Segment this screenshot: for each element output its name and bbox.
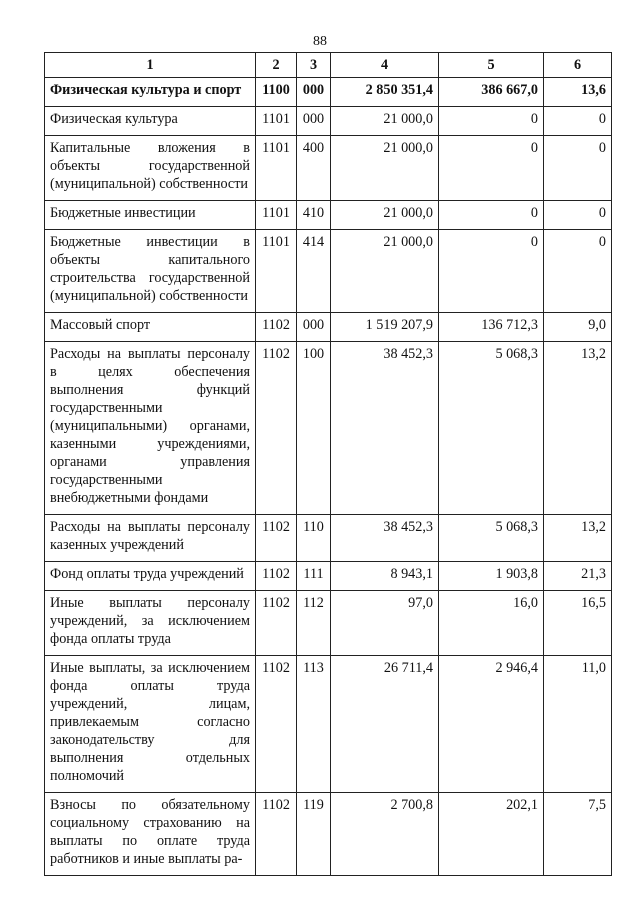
row-name: Бюджетные инвестиции в объекты капитального строительства государственной (муниципальной) собственности [45,230,256,313]
row-fact-value: 5 068,3 [439,515,544,562]
row-section-code: 1102 [256,515,297,562]
row-type-code: 410 [297,201,331,230]
row-section-code: 1101 [256,230,297,313]
table-header-row [45,53,612,78]
row-plan-value: 21 000,0 [331,230,439,313]
row-fact-value: 0 [439,107,544,136]
row-fact-value: 0 [439,230,544,313]
table-row [45,793,612,876]
row-plan-value: 38 452,3 [331,515,439,562]
row-plan-value: 21 000,0 [331,201,439,230]
row-percent-value: 0 [544,201,612,230]
row-section-code: 1101 [256,201,297,230]
row-plan-value: 2 700,8 [331,793,439,876]
row-fact-value: 386 667,0 [439,78,544,107]
row-percent-value: 11,0 [544,656,612,793]
row-name: Иные выплаты персоналу учреждений, за исключением фонда оплаты труда [45,591,256,656]
table-row [45,656,612,793]
row-name: Физическая культура и спорт [45,78,256,107]
row-plan-value: 21 000,0 [331,107,439,136]
row-name: Иные выплаты, за исключением фонда оплаты труда учреждений, лицам, привлекаемым согласно законодательству для выполнения отдельных полномочий [45,656,256,793]
row-name: Расходы на выплаты персоналу казенных учреждений [45,515,256,562]
column-header-4: 4 [331,53,439,78]
row-percent-value: 0 [544,107,612,136]
row-section-code: 1101 [256,107,297,136]
table-row [45,342,612,515]
column-header-3: 3 [297,53,331,78]
row-type-code: 110 [297,515,331,562]
table-row [45,562,612,591]
column-header-2: 2 [256,53,297,78]
row-type-code: 414 [297,230,331,313]
row-plan-value: 2 850 351,4 [331,78,439,107]
row-name: Взносы по обязательному социальному страхованию на выплаты по оплате труда работников и иные выплаты ра- [45,793,256,876]
row-section-code: 1102 [256,591,297,656]
table-row [45,591,612,656]
row-section-code: 1102 [256,342,297,515]
row-name: Расходы на выплаты персоналу в целях обеспечения выполнения функций государственными (муниципальными) органами, казенными учреждениями, органами управления государственными внебюджетными фондами [45,342,256,515]
table-row [45,515,612,562]
row-type-code: 000 [297,78,331,107]
row-percent-value: 13,6 [544,78,612,107]
row-fact-value: 0 [439,136,544,201]
budget-table [44,52,612,876]
row-percent-value: 7,5 [544,793,612,876]
row-plan-value: 38 452,3 [331,342,439,515]
page-number: 88 [313,34,327,49]
row-percent-value: 16,5 [544,591,612,656]
row-plan-value: 8 943,1 [331,562,439,591]
row-type-code: 000 [297,313,331,342]
row-percent-value: 9,0 [544,313,612,342]
row-type-code: 113 [297,656,331,793]
column-header-1: 1 [45,53,256,78]
table-row [45,201,612,230]
table-row [45,78,612,107]
row-section-code: 1102 [256,562,297,591]
row-type-code: 112 [297,591,331,656]
row-fact-value: 16,0 [439,591,544,656]
row-fact-value: 2 946,4 [439,656,544,793]
row-percent-value: 0 [544,136,612,201]
row-type-code: 119 [297,793,331,876]
table-row [45,107,612,136]
row-type-code: 111 [297,562,331,591]
row-section-code: 1102 [256,656,297,793]
column-header-5: 5 [439,53,544,78]
row-fact-value: 202,1 [439,793,544,876]
row-section-code: 1102 [256,313,297,342]
row-name: Бюджетные инвестиции [45,201,256,230]
row-plan-value: 97,0 [331,591,439,656]
row-section-code: 1100 [256,78,297,107]
row-percent-value: 21,3 [544,562,612,591]
row-percent-value: 0 [544,230,612,313]
row-percent-value: 13,2 [544,342,612,515]
row-section-code: 1101 [256,136,297,201]
row-fact-value: 136 712,3 [439,313,544,342]
row-name: Массовый спорт [45,313,256,342]
table-row [45,136,612,201]
row-type-code: 100 [297,342,331,515]
row-plan-value: 21 000,0 [331,136,439,201]
row-fact-value: 1 903,8 [439,562,544,591]
row-name: Капитальные вложения в объекты государственной (муниципальной) собственности [45,136,256,201]
row-fact-value: 0 [439,201,544,230]
row-plan-value: 1 519 207,9 [331,313,439,342]
row-percent-value: 13,2 [544,515,612,562]
row-fact-value: 5 068,3 [439,342,544,515]
row-type-code: 400 [297,136,331,201]
row-plan-value: 26 711,4 [331,656,439,793]
table-row [45,313,612,342]
row-name: Фонд оплаты труда учреждений [45,562,256,591]
row-type-code: 000 [297,107,331,136]
column-header-6: 6 [544,53,612,78]
row-name: Физическая культура [45,107,256,136]
row-section-code: 1102 [256,793,297,876]
table-row [45,230,612,313]
